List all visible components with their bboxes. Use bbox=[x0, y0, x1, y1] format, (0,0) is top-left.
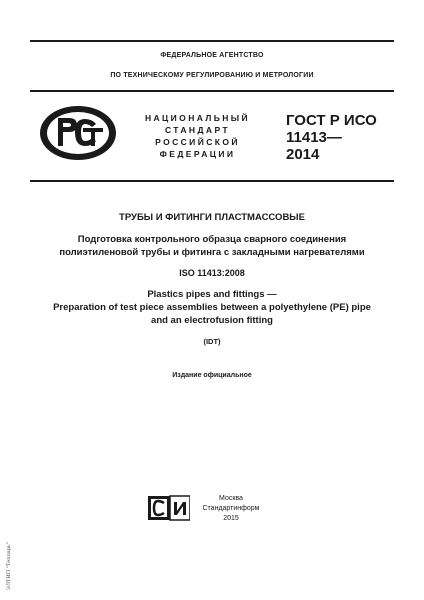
title-russian-main: ТРУБЫ И ФИТИНГИ ПЛАСТМАССОВЫЕ bbox=[119, 212, 305, 223]
edition-label: Издание официальное bbox=[172, 372, 252, 379]
equivalence-code: (IDT) bbox=[203, 337, 221, 346]
standartinform-logo-icon bbox=[148, 494, 190, 522]
document-titles bbox=[20, 212, 404, 379]
publisher-name: Стандартинформ bbox=[202, 505, 260, 512]
standard-designation: ГОСТ Р ИСО 11413— 2014 bbox=[286, 112, 377, 163]
publisher-info bbox=[196, 494, 266, 524]
agency-name-line1: ФЕДЕРАЛЬНОЕ АГЕНТСТВО bbox=[160, 52, 264, 59]
title-russian-sub: Подготовка контрольного образца сварного соединения полиэтиленовой трубы и фитинга с закладными нагревателями bbox=[59, 234, 365, 258]
agency-header bbox=[30, 40, 394, 92]
title-english: Plastics pipes and fittings — Preparation of test piece assemblies between a polyethylene (PE) pipe and an electrofusion fitting bbox=[53, 289, 371, 326]
agency-name-line2: ПО ТЕХНИЧЕСКОМУ РЕГУЛИРОВАНИЮ И МЕТРОЛОГИИ bbox=[110, 72, 314, 79]
pct-certification-mark-icon bbox=[38, 104, 118, 162]
publisher-city: Москва bbox=[219, 495, 243, 502]
side-watermark-note: ЭЛТИП "Тепларь" bbox=[6, 542, 12, 590]
publisher-year: 2015 bbox=[223, 515, 239, 522]
national-standard-label: НАЦИОНАЛЬНЫЙ СТАНДАРТ РОССИЙСКОЙ ФЕДЕРАЦИИ bbox=[144, 113, 251, 159]
iso-reference: ISO 11413:2008 bbox=[179, 268, 245, 278]
standard-header-row bbox=[30, 92, 394, 182]
